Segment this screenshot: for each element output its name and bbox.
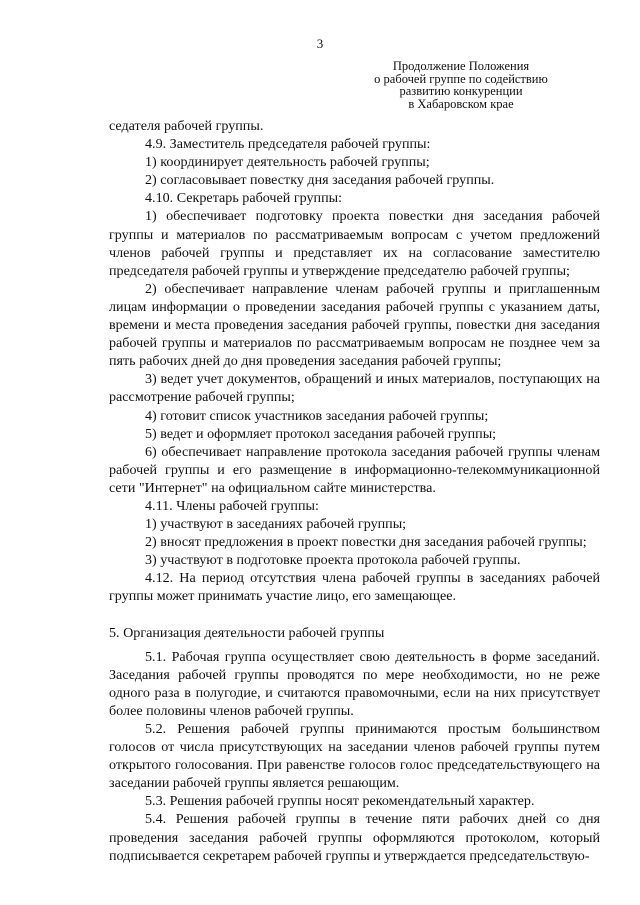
- paragraph: 3) участвуют в подготовке проекта протокола рабочей группы.: [145, 552, 521, 569]
- paragraph: 4.9. Заместитель председателя рабочей группы:: [145, 136, 431, 153]
- paragraph: 5.2. Решения рабочей группы принимаются простым большинством голосов от числа присутствующих на заседании членов рабочей группы путем открытого голосования. При равенстве голосов голос председательствующего на заседании рабочей группы является решающим.: [109, 721, 600, 792]
- document-body: [109, 117, 600, 865]
- paragraph: 5.1. Рабочая группа осуществляет свою деятельность в форме заседаний. Заседания рабочей группы проводятся по мере необходимости, но не реже одного раза в полугодие, и считаются правомочными, если на них присутствует более половины членов рабочей группы.: [109, 648, 600, 719]
- paragraph: 4) готовит список участников заседания рабочей группы;: [145, 407, 489, 424]
- section-heading: 5. Организация деятельности рабочей группы: [109, 624, 385, 641]
- paragraph: 6) обеспечивает направление протокола заседания рабочей группы членам рабочей группы и его размещение в информационно-телекоммуникационной сети "Интернет" на официальном сайте министерства.: [109, 443, 600, 496]
- paragraph: 2) вносят предложения в проект повестки дня заседания рабочей группы;: [145, 534, 587, 551]
- header-line: о рабочей группе по содействию: [374, 71, 548, 86]
- header-line: Продолжение Положения: [392, 59, 530, 73]
- page-number: 3: [316, 36, 324, 51]
- paragraph: 2) согласовывает повестку дня заседания рабочей группы.: [145, 172, 495, 189]
- document-header: [351, 60, 571, 110]
- paragraph: 1) координирует деятельность рабочей группы;: [145, 154, 430, 171]
- paragraph: 4.10. Секретарь рабочей группы:: [145, 190, 342, 207]
- paragraph: 5.4. Решения рабочей группы в течение пяти рабочих дней со дня проведения заседания рабочей группы оформляются протоколом, который подписывается секретарем рабочей группы и утверждается председательствую-: [109, 811, 600, 864]
- paragraph: 1) участвуют в заседаниях рабочей группы;: [145, 516, 407, 533]
- paragraph: 5.3. Решения рабочей группы носят рекомендательный характер.: [145, 793, 535, 810]
- header-line: развитию конкуренции: [399, 84, 523, 98]
- paragraph: 3) ведет учет документов, обращений и иных материалов, поступающих на рассмотрение рабочей группы;: [109, 371, 600, 406]
- paragraph: 2) обеспечивает направление членам рабочей группы и приглашенным лицам информации о проведении заседания рабочей группы с указанием даты, времени и места проведения заседания рабочей группы, повестки дня заседания рабочей группы и материалов по рассматриваемым вопросам не позднее чем за пять рабочих дней до дня проведения заседания рабочей группы;: [109, 280, 600, 370]
- paragraph: 1) обеспечивает подготовку проекта повестки дня заседания рабочей группы и материалов по рассматриваемым вопросам с учетом предложений членов рабочей группы и представляет их на согласование заместителю председателя рабочей группы и утверждение председателю рабочей группы;: [109, 208, 600, 279]
- paragraph: 4.11. Члены рабочей группы:: [145, 497, 319, 514]
- header-line: в Хабаровском крае: [408, 96, 514, 111]
- paragraph: седателя рабочей группы.: [109, 118, 264, 134]
- paragraph: 4.12. На период отсутствия члена рабочей группы в заседаниях рабочей группы может принимать участие лицо, его замещающее.: [109, 570, 600, 605]
- paragraph: 5) ведет и оформляет протокол заседания рабочей группы;: [145, 425, 497, 442]
